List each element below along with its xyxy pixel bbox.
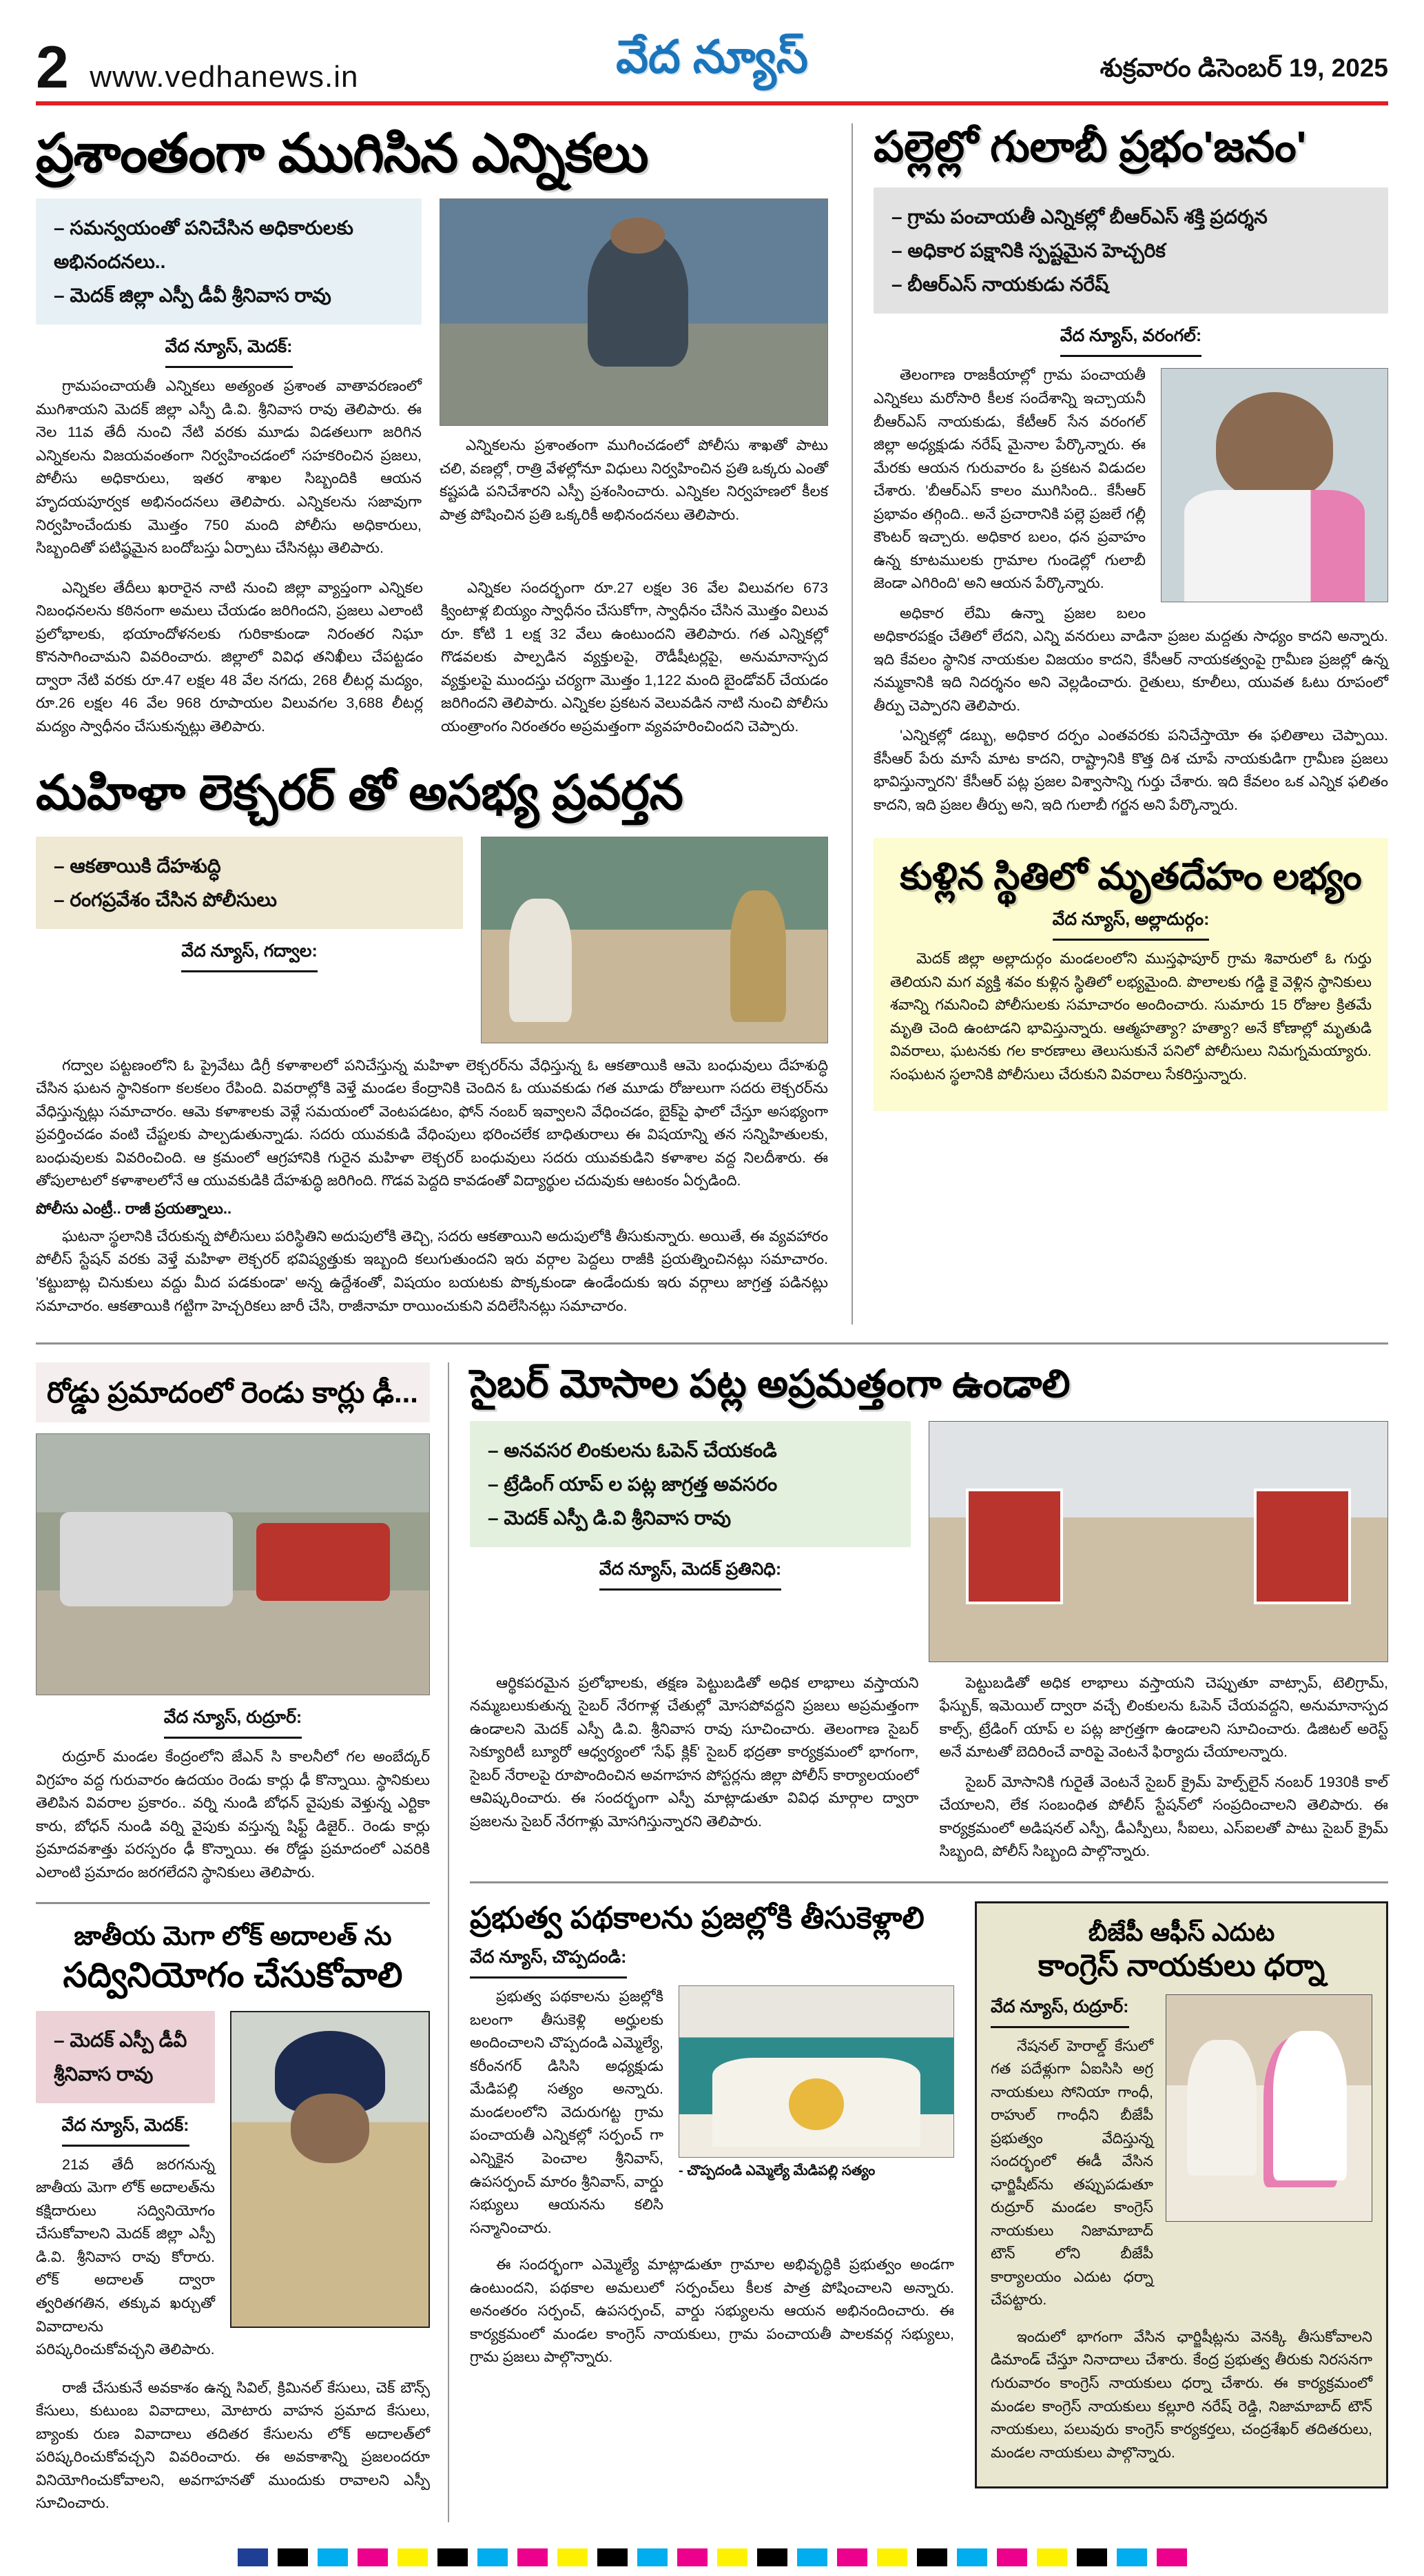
color-bar-block <box>278 2548 308 2566</box>
article-deadbody <box>874 838 1388 1112</box>
color-bar-block <box>637 2548 668 2566</box>
bottom-right-group <box>470 1362 1388 2522</box>
cyber-paragraph: సైబర్ మోసానికి గురైతే వెంటనే సైబర్ క్రైమ్ హెల్ప్‌లైన్ నంబర్ 1930కి కాల్ చేయాలని, లేక సంబంధిత పోలీస్ స్టేషన్‌లో సంప్రదించాలని తెలిపారు. ఈ కార్యక్రమంలో అడిషనల్ ఎస్పీ, డీఎస్పీలు, సీఐలు, ఎస్ఐలతో పాటు సైబర్ క్రైమ్ సిబ్బంది, పోలీస్ సిబ్బంది పాల్గొన్నారు. <box>939 1773 1388 1860</box>
website-link[interactable]: www.vedhanews.in <box>90 60 359 94</box>
color-bar-block <box>238 2548 268 2566</box>
bullet-item: – మెదక్ ఎస్పీ డి.వి శ్రీనివాస రావు <box>488 1506 732 1529</box>
article-lokadalat <box>36 1922 430 2515</box>
road-accident-photo <box>36 1433 430 1695</box>
lecturer-subhead: పోలీసు ఎంట్రీ.. రాజీ ప్రయత్నాలు.. <box>36 1199 232 1217</box>
road-byline: వేద న్యూస్, రుద్రూర్: <box>36 1708 430 1739</box>
elections-bullet-box <box>36 198 422 325</box>
top-right-column <box>852 123 1388 1325</box>
article-schemes <box>470 1901 954 2488</box>
lecturer-paragraph: గద్వాల పట్టణంలోని ఓ ప్రైవేటు డిగ్రీ కళాశాలలో పనిచేస్తున్న మహిళా లెక్చరర్‌ను వేధిస్తున్న ఓ ఆకతాయికి ఆమె బంధువులు దేహశుద్ధి చేసిన ఘటన స్థానికంగా కలకలం రేపింది. వివరాల్లోకి వెళ్తే మండల కేంద్రానికి చెందిన ఓ యువకుడు గత మూడు రోజులుగా సదరు లెక్చరర్‌ను వేధిస్తున్నట్లు సమాచారం. ఆమె కళాశాలకు వెళ్లే సమయంలో వెంటపడటం, ఫోన్ నంబర్ ఇవ్వాలని వేధించడం, బైక్‌పై ఫాలో చేస్తూ అసభ్యంగా ప్రవర్తించడం వంటి చేష్టలకు పాల్పడుతున్నాడు. సదరు యువకుడి వేధింపులు భరించలేక బాధితురాలు ఈ విషయాన్ని తన సన్నిహితులకు, బంధువులకు వివరించింది. ఆ క్రమంలో ఆగ్రహానికి గురైన మహిళా లెక్చరర్ బంధువులు సదరు యువకుడిని కళాశాల వద్ద నిలదీశారు. ఈ తోపులాటలో కళాశాలలోనే ఆ యువకుడికి దేహశుద్ధి జరిగింది. గొడవ పెద్దది కావడంతో విద్యార్థుల చదువుకు ఆటంకం ఏర్పడింది. <box>36 1056 828 1189</box>
gulabi-paragraph: అధికార లేమి ఉన్నా ప్రజల బలం అధికారపక్షం చేతిలో లేదని, ఎన్ని వనరులు వాడినా ప్రజల మద్దతు సాధ్యం కాదని అన్నారు. ఇది కేవలం స్థానిక నాయకుల విజయం కాదని, కేసీఆర్ నాయకత్వంపై గ్రామీణ ప్రజల్లో ఉన్న నమ్మకానికి ఇది నిదర్శనం అని వెల్లడించారు. రైతులు, కూలీలు, యువత ఓటు రూపంలో తీర్పు చెప్పారని తెలిపారు. <box>874 604 1388 714</box>
schemes-paragraph: ప్రభుత్వ పథకాలను ప్రజల్లోకి బలంగా తీసుకెళ్లి అర్హులకు అందించాలని చొప్పదండి ఎమ్మెల్యే, కరీంనగర్ డిసిసి అధ్యక్షుడు మేడిపల్లి సత్యం అన్నారు. మండలంలోని వెదురుగట్ట గ్రామ పంచాయతీ ఎన్నికల్లో సర్పంచ్ గా ఎన్నికైన పెంచాల శ్రీనివాస్, ఉపసర్పంచ్ మారం శ్రీనివాస్, వార్డు సభ్యులు ఆయనను కలిసి సన్మానించారు. <box>470 1988 663 2236</box>
bjp-left-col <box>991 1994 1153 2319</box>
bottom-section <box>36 1362 1388 2522</box>
bullet-item: – మెదక్ ఎస్పీ డీవీ శ్రీనివాస రావు <box>54 2029 187 2085</box>
article-bjp <box>975 1901 1388 2488</box>
cyber-awareness-photo <box>929 1421 1388 1662</box>
bottom-left-column <box>36 1362 449 2522</box>
section-divider <box>470 1881 1388 1883</box>
road-paragraph: రుద్రూర్ మండల కేంద్రంలోని జేఎన్ సి కాలనీలో గల అంబేద్కర్ విగ్రహం వద్ద గురువారం ఉదయం రెండు కార్లు ఢీ కొన్నాయి. స్థానికులు తెలిపిన వివరాల ప్రకారం.. వర్ని నుండి బోధన్ వైపుకు వెళ్తున్న ఎర్టికా కారు, బోధన్ నుండి వర్ని వైపుకు వస్తున్న షిఫ్ట్ డిజైర్.. రెండు కార్లు ప్రమాదవశాత్తు పరస్పరం ఢీ కొన్నాయి. ఈ రోడ్డు ప్రమాదంలో ఎవరికి ఎలాంటి ప్రమాదం జరగలేదని స్థానికులు తెలిపారు. <box>36 1748 430 1881</box>
bullet-item: – బీఆర్ఎస్ నాయకుడు నరేష్ <box>891 274 1109 296</box>
lecturer-incident-photo <box>481 837 828 1043</box>
lokadalat-paragraph: 21వ తేదీ జరగనున్న జాతీయ మెగా లోక్ అదాలత్‌ను కక్షిదారులు సద్వినియోగం చేసుకోవాలని మెదక్ జిల్లా ఎస్పీ డి.వి. శ్రీనివాస రావు కోరారు. లోక్ అదాలత్ ద్వారా త్వరితగతిన, తక్కువ ఖర్చుతో వివాదాలను పరిష్కరించుకోవచ్చని తెలిపారు. <box>36 2156 215 2358</box>
lecturer-headline: మహిళా లెక్చరర్ తో అసభ్య ప్రవర్తన <box>36 766 683 820</box>
lecturer-paragraph: ఘటనా స్థలానికి చేరుకున్న పోలీసులు పరిస్థితిని అదుపులోకి తెచ్చి, సదరు ఆకతాయిని అదుపులోకి తీసుకున్నారు. అయితే, ఈ వ్యవహారం పోలీస్ స్టేషన్ వరకు వెళ్తే మహిళా లెక్చరర్ భవిష్యత్తుకు ఇబ్బంది కలుగుతుందని ఇరు వర్గాల పెద్దలు రాజీకి ప్రయత్నించినట్లు సమాచారం. 'కట్టుబాట్ల చినుకులు వద్దు మీద పడకుండా' అన్న ఉద్దేశంతో, విషయం బయటకు పొక్కకుండా ఉండేందుకు ఇరు వర్గాలు జాగ్రత్త పడినట్లు సమాచారం. ఆకతాయికి గట్టిగా హెచ్చరికలు జారీ చేసి, రాజీనామా రాయించుకుని వదిలేసినట్లు సమాచారం. <box>36 1227 828 1314</box>
schemes-photo-caption: - చొప్పదండి ఎమ్మెల్యే మేడిపల్లి సత్యం <box>679 2163 876 2179</box>
bullet-item: – అధికార పక్షానికి స్పష్టమైన హెచ్చరిక <box>891 240 1166 262</box>
lokadalat-paragraph: రాజీ చేసుకునే అవకాశం ఉన్న సివిల్, క్రిమినల్ కేసులు, చెక్ బౌన్స్ కేసులు, కుటుంబ వివాదాలు, మోటారు వాహన ప్రమాద కేసులు, బ్యాంకు రుణ వివాదాలు తదితర కేసులను లోక్ అదాలత్‌లో పరిష్కరించుకోవచ్చని వివరించారు. ఈ అవకాశాన్ని ప్రజలంద‌రూ వినియోగించుకోవాలని, అవగాహనతో ముందుకు రావాలని ఎస్పీ సూచించారు. <box>36 2379 430 2512</box>
schemes-felicitation-photo <box>679 1985 954 2158</box>
lecturer-left-col <box>36 837 463 1043</box>
color-bar-block <box>398 2548 428 2566</box>
color-bar-block <box>797 2548 827 2566</box>
bullet-item: – ఆకతాయికి దేహశుద్ధి <box>54 855 221 877</box>
bjp-headline-line1: బీజేపీ ఆఫీస్ ఎదుట <box>1088 1918 1275 1946</box>
color-bar-block <box>837 2548 867 2566</box>
cyber-paragraph: పెట్టుబడితో అధిక లాభాలు వస్తాయని చెప్పుతూ వాట్సాప్, టెలిగ్రామ్, ఫేస్బుక్, ఇమెయిల్ ద్వారా వచ్చే లింకులను ఓపెన్ చేయవద్దని, అనుమానాస్పద కాల్స్, ట్రేడింగ్ యాప్ ల పట్ల జాగ్రత్తగా ఉండాలని సూచించారు. డిజిటల్ అరెస్ట్ అనే మాటతో బెదిరించే వారిపై వెంటనే ఫిర్యాదు చేయాలన్నారు. <box>939 1674 1388 1761</box>
elections-byline: వేద న్యూస్, మెదక్: <box>36 337 422 368</box>
lok-adalat-sp-photo <box>230 2011 430 2328</box>
color-bar-block <box>477 2548 508 2566</box>
lokadalat-headline-line2: సద్వినియోగం చేసుకోవాలి <box>63 1955 403 1994</box>
bullet-item: – ట్రేడింగ్ యాప్ ల పట్ల జాగ్రత్త అవసరం <box>488 1473 778 1495</box>
cyber-paragraph: ఆర్థికపరమైన ప్రలోభాలకు, తక్షణ పెట్టుబడితో అధిక లాభాలు వస్తాయని నమ్మబలుకుతున్న సైబర్ నేరగాళ్ల చేతుల్లో మోసపోవద్దని ప్రజలు అప్రమత్తంగా ఉండాలని మెదక్ ఎస్పీ డి.వి. శ్రీనివాస రావు సూచించారు. తెలంగాణ సైబర్ సెక్యూరిటీ బ్యూరో ఆధ్వర్యంలో 'సేఫ్ క్లిక్' సైబర్ భద్రతా కార్యక్రమంలో భాగంగా, సైబర్ నేరాలపై రూపొందించిన అవగాహన పోస్టర్లను జిల్లా పోలీస్ కార్యాలయంలో ఆవిష్కరించారు. ఈ సందర్భంగా ఎస్పీ మాట్లాడుతూ వివిధ మార్గాల ద్వారా ప్రజలను సైబర్ నేరగాళ్లు మోసగిస్తున్నారని తెలిపారు. <box>470 1674 919 1830</box>
bullet-item: – అనవసర లింకులను ఓపెన్ చేయకండి <box>488 1439 777 1461</box>
cyber-body <box>470 1672 1388 1863</box>
gulabi-byline: వేద న్యూస్, వరంగల్: <box>874 326 1388 357</box>
cyber-bullet-box <box>470 1421 911 1547</box>
article-gulabi <box>874 123 1388 817</box>
elections-press-photo <box>440 198 828 426</box>
color-bar-block <box>557 2548 588 2566</box>
bjp-byline: వేద న్యూస్, రుద్రూర్: <box>991 1997 1153 2028</box>
gulabi-headline: పల్లెల్లో గులాబీ ప్రభం'జనం' <box>874 123 1307 171</box>
elections-paragraph: ఎన్నికల సందర్భంగా రూ.27 లక్షల 36 వేల విలువగల 673 క్వింటాళ్ల బియ్యం స్వాధీనం చేసుకోగా, స్వాధీనం చేసిన మొత్తం విలువ రూ. కోటి 1 లక్ష 32 వేలు ఉంటుందని తెలిపారు. గత ఎన్నికల్లో గొడవలకు పాల్పడిన వ్యక్తులపై, రౌడీషీటర్లపై, అనుమానాస్పద వ్యక్తులపై ముందస్తు చర్యగా మొత్తం 1,122 మంది బైండోవర్ చేయడం జరిగిందని తెలిపారు. ఎన్నికల ప్రకటన వెలువడిన నాటి నుంచి పోలీసు యంత్రాంగం నిరంతరం అప్రమత్తంగా వ్యవహరించిందని చెప్పారు. <box>441 579 828 735</box>
page-header <box>36 18 1388 105</box>
color-bar-block <box>877 2548 907 2566</box>
lokadalat-byline: వేద న్యూస్, మెదక్: <box>36 2116 215 2147</box>
color-bar-block <box>1037 2548 1067 2566</box>
top-section <box>36 105 1388 1325</box>
deadbody-paragraph: మెదక్ జిల్లా అల్లాదుర్గం మండలంలోని ముస్తఫాపూర్ గ్రామ శివారులో ఓ గుర్తు తెలియని మగ వ్యక్తి శవం కుళ్లిన స్థితిలో లభ్యమైంది. పొలాలకు గడ్డి కై వెళ్లిన స్థానికులు శవాన్ని గమనించి పోలీసులకు సమాచారం అందించారు. సుమారు 15 రోజుల క్రితమే మృతి చెంది ఉంటాడని భావిస్తున్నారు. ఆత్మహత్యా? హత్యా? అనే కోణాల్లో మృతుడి వివరాలు, ఘటనకు గల కారణాలు తెలుసుకునే పనిలో పోలీసులు నిమగ్నమయ్యారు. సంఘటన స్థలానికి పోలీసులు చేరుకుని వివరాలు సేకరిస్తున్నారు. <box>890 950 1372 1083</box>
color-bar-block <box>437 2548 468 2566</box>
cyber-left-col <box>470 1421 911 1662</box>
color-bar-block <box>597 2548 628 2566</box>
gulabi-leader-photo <box>1161 368 1388 602</box>
color-bar-block <box>757 2548 787 2566</box>
road-headline: రోడ్డు ప్రమాదంలో రెండు కార్లు ఢీ... <box>36 1362 430 1422</box>
color-bar-block <box>957 2548 987 2566</box>
article-elections <box>36 123 828 745</box>
color-bar-block <box>1157 2548 1187 2566</box>
section-divider <box>36 1342 1388 1345</box>
color-bar-block <box>677 2548 708 2566</box>
bjp-headline-line2: కాంగ్రెస్ నాయకులు ధర్నా <box>1038 1949 1325 1983</box>
deadbody-byline: వేద న్యూస్, అల్లాదుర్గం: <box>890 910 1372 941</box>
elections-paragraph: ఎన్నికలను ప్రశాంతంగా ముగించడంలో పోలీసు శాఖతో పాటు చలి, వణల్లో, రాత్రి వేళల్లోనూ విధులు నిర్వహించిన ప్రతి ఒక్కరు ఎంతో కష్టపడి పనిచేశారని ఎస్పీ ప్రశంసించారు. ఎన్నికల నిర్వహణలో కీలక పాత్ర పోషించిన ప్రతి ఒక్కరికీ అభినందనలు తెలిపారు. <box>440 437 828 523</box>
color-bar-block <box>997 2548 1027 2566</box>
color-bar-block <box>1117 2548 1147 2566</box>
lokadalat-bullet-box <box>36 2011 215 2103</box>
bjp-paragraph: నేషనల్ హెరాల్డ్ కేసులో గత పదేళ్లుగా ఏఐసిసి అగ్ర నాయకులు సోనియా గాంధీ, రాహుల్ గాంధీని బీజేపీ ప్రభుత్వం వేదిస్తున్న సందర్భంలో ఈడీ వేసిన ఛార్జిషీట్‌ను తప్పుపడుతూ రుద్రూర్ మండల కాంగ్రెస్ నాయకులు నిజామాబాద్ టౌన్ లోని బీజేపీ కార్యాలయం ఎదుట ధర్నా చేపట్టారు. <box>991 2037 1153 2309</box>
gulabi-bullet-box <box>874 187 1388 314</box>
color-bar-block <box>318 2548 348 2566</box>
color-bar-block <box>1077 2548 1107 2566</box>
schemes-headline: ప్రభుత్వ పథకాలను ప్రజల్లోకి తీసుకెళ్లాలి <box>470 1901 925 1935</box>
gulabi-paragraph: 'ఎన్నికల్లో డబ్బు, అధికార దర్పం ఎంతవరకు పనిచేస్తాయో ఈ ఫలితాలు చెప్పాయి. కేసీఆర్ పేరు మాసే మాట కాదని, రాష్ట్రానికి కొత్త దిశ చూపే నాయకుడిగా గ్రామీణ ప్రజలు భావిస్తున్నారని' కేసీఆర్ పట్ల ప్రజల విశ్వాసాన్ని గుర్తు చేశారు. ఇది కేవలం ఒక ఎన్నిక ఫలితం కాదని, ఇది ప్రజల తీర్పు అని, ఇది గులాబీ గర్జన అని పేర్కొన్నారు. <box>874 727 1388 813</box>
deadbody-headline: కుళ్లిన స్థితిలో మృతదేహం లభ్యం <box>900 855 1362 897</box>
elections-paragraph: గ్రామపంచాయతీ ఎన్నికలు అత్యంత ప్రశాంత వాతావరణంలో ముగిశాయని మెదక్ జిల్లా ఎస్పీ డి.వి. శ్రీనివాస రావు తెలిపారు. ఈ నెల 11వ తేదీ నుంచి నేటి వరకు మూడు విడతలుగా జరిగిన ఎన్నికలను విజయవంతంగా నిర్వహించడంలో సహకరించిన ప్రజలు, పోలీసు అధికారులు, ఇతర శాఖల సిబ్బందికి ఆయన హృదయపూర్వక అభినందనలు తెలిపారు. ఎన్నికలను సజావుగా నిర్వహించేందుకు మొత్తం 750 మంది పోలీసు అధికారులు, సిబ్బందితో పటిష్ఠమైన బందోబస్తు ఏర్పాటు చేసినట్లు తెలిపారు. <box>36 378 422 557</box>
article-road <box>36 1362 430 1884</box>
lecturer-byline: వేద న్యూస్, గద్వాల: <box>36 941 463 972</box>
lecturer-bullet-box <box>36 837 463 929</box>
article-cyber <box>470 1362 1388 1863</box>
date-line: శుక్రవారం డిసెంబర్ 19, 2025 <box>1100 54 1388 82</box>
color-bar-block <box>517 2548 548 2566</box>
page-number: 2 <box>36 34 69 101</box>
color-bar-block <box>358 2548 388 2566</box>
schemes-byline: వేద న్యూస్, చొప్పదండి: <box>470 1948 954 1979</box>
schemes-photo-col <box>679 1985 954 2247</box>
header-left <box>36 34 422 101</box>
article-lecturer <box>36 766 828 1318</box>
cyber-byline: వేద న్యూస్, మెదక్ ప్రతినిధి: <box>470 1560 911 1591</box>
gulabi-paragraph: తెలంగాణ రాజకీయాల్లో గ్రామ పంచాయతీ ఎన్నికలు మరోసారి కీలక సందేశాన్ని ఇచ్చాయనీ బీఆర్ఎస్ నాయకుడు, కేటీఆర్ సేన వరంగల్ జిల్లా అధ్యక్షుడు నరేష్ మైనాల పేర్కొన్నారు. ఈ మేరకు ఆయన గురువారం ఓ ప్రకటన విడుదల చేశారు. 'బీఆర్ఎస్ కాలం ముగిసింది.. కేసీఆర్ ప్రభావం తగ్గింది.. అనే ప్రచారానికి పల్లె ప్రజలే గల్లీ కౌంటర్ ఇచ్చారు. అధికార బలం, ధన ప్రవాహం ఉన్న కూటములకు గ్రామాల గుండెల్లో గులాబీ జెండా ఎగిరింది' అని ఆయన పేర్కొన్నారు. <box>874 367 1146 592</box>
bjp-dharna-photo <box>1166 1994 1372 2222</box>
bullet-item: – రంగప్రవేశం చేసిన పోలీసులు <box>54 888 277 910</box>
color-bar-block <box>917 2548 947 2566</box>
lokadalat-left-col <box>36 2011 215 2369</box>
lokadalat-headline-line1: జాతీయ మెగా లోక్ అదాలత్ ను <box>74 1922 392 1952</box>
top-left-column <box>36 123 828 1325</box>
elections-paragraph: ఎన్నికల తేదీలు ఖరారైన నాటి నుంచి జిల్లా వ్యాప్తంగా ఎన్నికల నిబంధనలను కఠినంగా అమలు చేయడం జరిగిందని, ప్రజలు ఎలాంటి ప్రలోభాలకు, భయాందోళనలకు గురికాకుండా నిరంతర నిఘా కొనసాగించామని వివరించారు. జిల్లాలో వివిధ తనిఖీలు చేపట్టడం ద్వారా నేటి వరకు రూ.47 లక్షల 48 వేల నగదు, 268 లీటర్ల మద్యం, రూ.26 లక్షల 46 వేల 968 రూపాయల విలువగల 3,688 లీటర్ల మద్యం స్వాధీనం చేసుకున్నట్లు తెలిపారు. <box>36 579 423 735</box>
bullet-item: – సమన్వయంతో పనిచేసిన అధికారులకు అభినందనలు.. <box>54 217 353 273</box>
masthead-logo: వేద న్యూస్ <box>616 31 808 82</box>
elections-headline: ప్రశాంతంగా ముగిసిన ఎన్నికలు <box>36 123 648 183</box>
bullet-item: – గ్రామ పంచాయతీ ఎన్నికల్లో బీఆర్ఎస్ శక్తి ప్రదర్శన <box>891 206 1268 228</box>
column-divider <box>36 1902 430 1904</box>
bjp-paragraph: ఇందులో భాగంగా వేసిన ఛార్జిషీట్లను వెనక్కి తీసుకోవాలని డిమాండ్ చేస్తూ నినాదాలు చేశారు. కేంద్ర ప్రభుత్వ తీరుకు నిరసనగా గురువారం కాంగ్రెస్ నాయకులు ధర్నా చేశారు. ఈ కార్యక్రమంలో మండల కాంగ్రెస్ నాయకులు కల్లూరి నరేష్ రెడ్డి, నిజామాబాద్ టౌన్ నాయకులు, పలువురు కాంగ్రెస్ కార్యకర్తలు, చంద్రశేఖర్ తదితరులు, మండల నాయకులు పాల్గొన్నారు. <box>991 2328 1372 2461</box>
elections-left-col <box>36 198 422 566</box>
bullet-item: – మెదక్ జిల్లా ఎస్పీ డీవీ శ్రీనివాస రావు <box>54 285 331 307</box>
schemes-paragraph: ఈ సందర్భంగా ఎమ్మెల్యే మాట్లాడుతూ గ్రామాల అభివృద్ధికి ప్రభుత్వం అండగా ఉంటుందని, పథకాల అమలులో సర్పంచ్‌లు కీలక పాత్ర పోషించాలని అన్నారు. అనంతరం సర్పంచ్, ఉపసర్పంచ్, వార్డు సభ్యులను ఆయన అభినందించారు. ఈ కార్యక్రమంలో మండల కాంగ్రెస్ నాయకులు, గ్రామ పంచాయతీ పాలకవర్గ సభ్యులు, గ్రామ ప్రజలు పాల్గొన్నారు. <box>470 2256 954 2366</box>
gulabi-body <box>874 364 1388 817</box>
color-bar-block <box>717 2548 747 2566</box>
print-color-bar <box>36 2546 1388 2569</box>
elections-photo-col <box>440 198 828 566</box>
cyber-headline: సైబర్ మోసాల పట్ల అప్రమత్తంగా ఉండాలి <box>470 1362 1071 1406</box>
